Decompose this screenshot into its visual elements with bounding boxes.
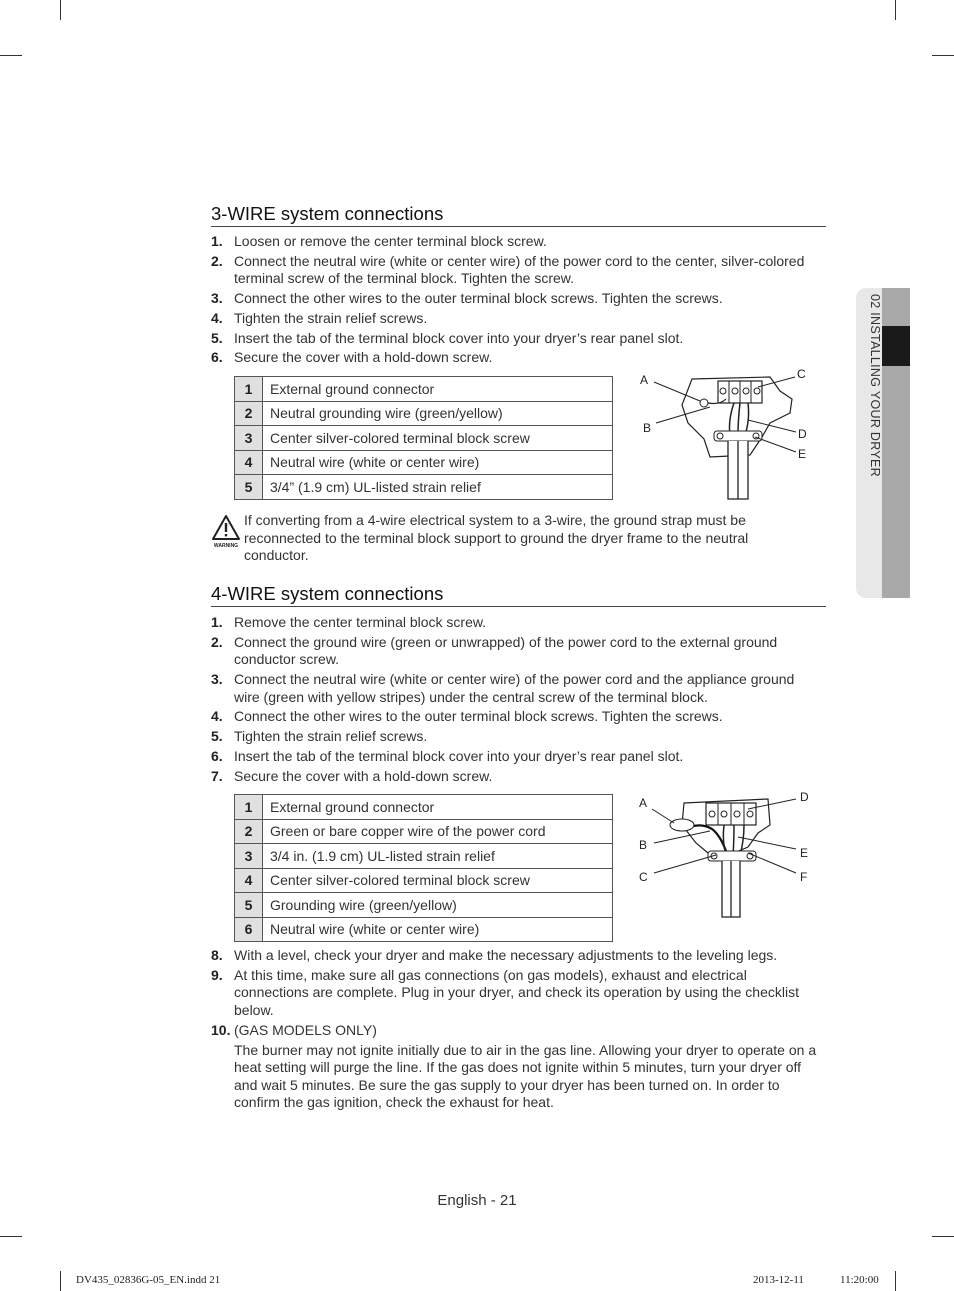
- steps-3wire: [211, 233, 823, 369]
- steps-final: [211, 947, 823, 1114]
- terminal-screw: [734, 811, 740, 817]
- step-item: 8. With a level, check your dryer and make the necessary adjustments to the leveling legs.: [211, 947, 778, 963]
- warning-text: If converting from a 4-wire electrical system to a 3-wire, the ground strap must be reconnected to the terminal block support to ground the dryer frame to the neutral conductor.: [244, 512, 749, 563]
- section-title-4wire: 4-WIRE system connections: [211, 583, 826, 607]
- step-item: 6. Secure the cover with a hold-down screw.: [211, 349, 493, 366]
- callout-line: [654, 855, 716, 873]
- ground-screw: [700, 399, 708, 407]
- diagram-label-d: D: [800, 790, 809, 804]
- page-number: English - 21: [437, 1192, 517, 1209]
- side-tab-label: 02 INSTALLING YOUR DRYER: [868, 294, 882, 477]
- table-row: 3 3/4 in. (1.9 cm) UL-listed strain relief: [235, 844, 613, 869]
- slug-filename: DV435_02836G-05_EN.indd 21: [76, 1274, 221, 1286]
- terminal-screw: [743, 388, 749, 394]
- terminal-screw: [747, 811, 753, 817]
- diagram-label-c: C: [639, 870, 648, 884]
- crop-mark: [60, 0, 61, 20]
- crop-mark: [895, 0, 896, 20]
- terminal-block-diagram-3wire: [630, 365, 820, 505]
- terminal-screw: [721, 811, 727, 817]
- table-row: 5 3/4” (1.9 cm) UL-listed strain relief: [235, 475, 613, 500]
- step-item: 10. (GAS MODELS ONLY) The burner may not ignite initially due to air in the gas line. Allowing your dryer to operate on a heat setting will purge the line. If the gas does not ignite within 5 minutes, turn your dryer off and wait 5 minutes. Be sure the gas supply to your dryer has been turned on. In order to confirm the gas ignition, check the exhaust for heat.: [211, 1021, 817, 1111]
- terminal-screw: [709, 811, 715, 817]
- step-item: 1. Loosen or remove the center terminal block screw.: [211, 233, 547, 249]
- table-row: 2 Neutral grounding wire (green/yellow): [235, 401, 613, 426]
- slug-time: 11:20:00: [840, 1274, 879, 1286]
- step-item: 5. Tighten the strain relief screws.: [211, 728, 428, 745]
- warning-exclamation: [225, 523, 227, 532]
- step-item: 3. Connect the other wires to the outer terminal block screws. Tighten the screws.: [211, 290, 723, 307]
- table-row: 1 External ground connector: [235, 377, 613, 402]
- callout-line: [652, 809, 674, 823]
- step-item: 4. Tighten the strain relief screws.: [211, 309, 428, 326]
- ground-connector: [670, 819, 694, 831]
- table-row: 4 Neutral wire (white or center wire): [235, 450, 613, 475]
- table-row: 4 Center silver-colored terminal block screw: [235, 868, 613, 893]
- terminal-screw: [732, 388, 738, 394]
- diagram-label-b: B: [643, 421, 652, 435]
- warning-exclamation-dot: [225, 534, 227, 536]
- crop-mark: [895, 1271, 896, 1291]
- table-row: 1 External ground connector: [235, 795, 613, 820]
- side-tab-marker: [882, 326, 910, 366]
- diagram-label-a: A: [640, 373, 649, 387]
- step-item: 6. Insert the tab of the terminal block cover into your dryer’s rear panel slot.: [211, 747, 684, 764]
- callout-line: [755, 437, 796, 452]
- diagram-label-f: F: [800, 870, 808, 884]
- step-item: 7. Secure the cover with a hold-down screw.: [211, 767, 493, 784]
- terminal-screw: [754, 388, 760, 394]
- crop-mark: [932, 1236, 954, 1237]
- section-title-3wire: 3-WIRE system connections: [211, 203, 826, 227]
- warning-icon-label: WARNING: [213, 543, 239, 549]
- crop-mark: [0, 1236, 22, 1237]
- step-item: 5. Insert the tab of the terminal block cover into your dryer’s rear panel slot.: [211, 329, 684, 346]
- table-row: 5 Grounding wire (green/yellow): [235, 893, 613, 918]
- step-item: 2. Connect the ground wire (green or unwrapped) of the power cord to the external ground conductor screw.: [211, 633, 778, 668]
- steps-4wire: [211, 614, 823, 788]
- diagram-label-c: C: [797, 367, 806, 381]
- table-row: 3 Center silver-colored terminal block screw: [235, 426, 613, 451]
- step-item: 3. Connect the neutral wire (white or center wire) of the power cord and the appliance ground wire (green with yellow stripes) under the central screw of the terminal block.: [211, 671, 795, 705]
- slug-date: 2013-12-11: [753, 1274, 804, 1286]
- table-row: 6 Neutral wire (white or center wire): [235, 917, 613, 942]
- crop-mark: [932, 55, 954, 56]
- warning-icon: [211, 514, 243, 550]
- step-item: 9. At this time, make sure all gas connections (on gas models), exhaust and electrical connections are complete. Plug in your dryer, and check its operation by using the checklist below.: [211, 966, 799, 1018]
- step-item: 2. Connect the neutral wire (white or center wire) of the power cord to the center, silver-colored terminal screw of the terminal block. Tighten the screw.: [211, 252, 805, 287]
- diagram-label-e: E: [800, 846, 809, 860]
- parts-table-3wire: [234, 376, 613, 500]
- parts-table-4wire: [234, 794, 613, 942]
- strain-relief-screw: [717, 433, 723, 439]
- callout-line: [748, 853, 796, 873]
- diagram-label-e: E: [798, 447, 807, 461]
- crop-mark: [60, 1271, 61, 1291]
- table-row: 2 Green or bare copper wire of the power cord: [235, 819, 613, 844]
- terminal-screw: [720, 388, 726, 394]
- step-item: 1. Remove the center terminal block screw.: [211, 614, 487, 630]
- diagram-label-d: D: [798, 427, 807, 441]
- step-item: 4. Connect the other wires to the outer terminal block screws. Tighten the screws.: [211, 708, 723, 725]
- diagram-label-a: A: [639, 796, 648, 810]
- diagram-label-b: B: [639, 838, 648, 852]
- terminal-block-diagram-4wire: [630, 785, 820, 925]
- crop-mark: [0, 55, 22, 56]
